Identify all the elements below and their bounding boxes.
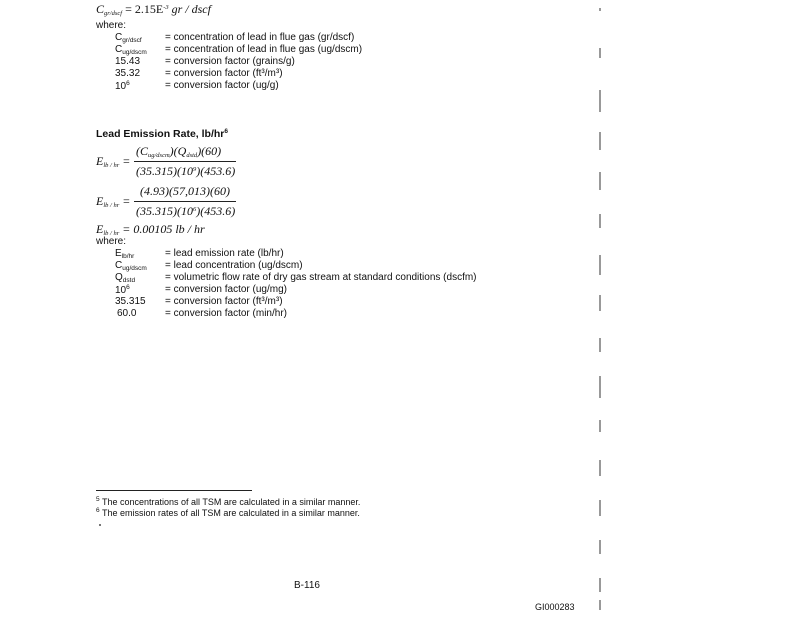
- def-symbol: 15.43: [115, 56, 141, 67]
- def-symbol: 10: [115, 81, 127, 92]
- def-desc: = conversion factor (min/hr): [165, 308, 287, 319]
- def-desc: = conversion factor (ug/mg): [165, 284, 287, 295]
- def-symbol: 35.32: [115, 68, 141, 79]
- definition-row: [115, 248, 535, 260]
- top-eq-unit: gr / dscf: [168, 2, 211, 16]
- def-desc: = conversion factor (ft³/m³): [165, 296, 283, 307]
- eq1-num-b: )(Q: [169, 144, 187, 158]
- eq2-den-b: )(453.6): [196, 204, 236, 218]
- equation-3: [96, 222, 205, 237]
- def-symbol-sub: lb/hr: [121, 253, 135, 260]
- edge-mark: [599, 338, 601, 352]
- definition-row: [115, 32, 535, 44]
- equation-1: $E_{lb / hr}$ = $(C_{ug/dscm})(Q_{dstd})(60)$ $(35.315)(10^9)(453.6)$: [96, 144, 236, 178]
- top-eq-rhs: = 2.15E: [125, 2, 164, 16]
- def-symbol: C: [115, 32, 123, 43]
- eq3-rhs: = 0.00105 lb / hr: [122, 222, 205, 236]
- eq2-fraction-bar: [134, 201, 236, 202]
- definition-row: [115, 308, 535, 320]
- edge-mark: [599, 90, 601, 112]
- def-symbol-sup: 6: [126, 80, 130, 87]
- eq1-den-sup: 9: [193, 166, 197, 173]
- def-desc: = conversion factor (grains/g): [165, 56, 295, 67]
- definition-row: [115, 260, 535, 272]
- edge-mark: [599, 540, 601, 554]
- edge-mark: [599, 420, 601, 432]
- edge-mark: [599, 578, 601, 592]
- edge-mark: [599, 376, 601, 398]
- page-number: B-116: [294, 580, 320, 591]
- edge-mark: [599, 500, 601, 516]
- edge-mark: [599, 255, 601, 275]
- edge-mark: [599, 8, 601, 11]
- definition-row: [115, 80, 535, 92]
- def-symbol-sub: dstd: [122, 277, 136, 284]
- edge-mark: [599, 460, 601, 476]
- eq1-lhs-sub: lb / hr: [103, 162, 120, 169]
- def-desc: = lead emission rate (lb/hr): [165, 248, 284, 259]
- top-eq-lhs-sub: gr/dscf: [104, 10, 123, 17]
- def-symbol: 35.315: [115, 296, 146, 307]
- equation-2: $E_{lb / hr}$ = (4.93)(57,013)(60) $(35.315)(10^6)(453.6)$: [96, 184, 236, 218]
- stray-dot: [99, 524, 101, 526]
- top-equation: [96, 2, 211, 17]
- definition-row: [115, 272, 535, 284]
- def-desc: = conversion factor (ug/g): [165, 80, 279, 91]
- footnote-text: The concentrations of all TSM are calculated in a similar manner.: [101, 497, 361, 507]
- eq2-numerator: (4.93)(57,013)(60): [140, 184, 230, 198]
- edge-mark: [599, 600, 601, 610]
- where-label-1: where:: [96, 20, 127, 31]
- eq1-num-a: (C: [136, 144, 148, 158]
- section-heading-text: Lead Emission Rate, lb/hr: [96, 128, 225, 140]
- def-symbol: C: [115, 260, 123, 271]
- document-id: GI000283: [535, 602, 575, 612]
- definition-row: [115, 68, 535, 80]
- eq2-lhs: E: [96, 194, 104, 208]
- eq1-num-sub-b: dstd: [186, 152, 198, 159]
- top-eq-lhs: C: [96, 2, 105, 16]
- eq2-den-a: (35.315)(10: [136, 204, 193, 218]
- eq2-denominator: [136, 204, 235, 219]
- footnote-6: [96, 507, 360, 518]
- footnote-separator: [96, 490, 252, 491]
- def-desc: = concentration of lead in flue gas (gr/dscf): [165, 32, 355, 43]
- top-eq-exp: -3: [163, 4, 169, 11]
- eq1-lhs: E: [96, 154, 104, 168]
- definition-row: [115, 284, 535, 296]
- definitions-2: [115, 248, 535, 322]
- footnote-text: The emission rates of all TSM are calculated in a similar manner.: [101, 508, 360, 518]
- eq3-lhs: E: [96, 222, 104, 236]
- edge-mark: [599, 295, 601, 311]
- edge-mark: [599, 48, 601, 58]
- eq2-den-sup: 6: [193, 206, 197, 213]
- def-symbol: Q: [115, 272, 123, 283]
- def-symbol: E: [115, 248, 122, 259]
- eq1-fraction-bar: [134, 161, 236, 162]
- eq1-num-sub-a: ug/dscm: [148, 152, 170, 159]
- def-desc: = conversion factor (ft³/m³): [165, 68, 283, 79]
- def-symbol: 10: [115, 285, 127, 296]
- def-symbol-sub: ug/dscm: [122, 265, 147, 272]
- edge-mark: [599, 132, 601, 150]
- eq3-lhs-sub: lb / hr: [103, 230, 120, 237]
- where-label-2: where:: [96, 236, 127, 247]
- footnote-mark: 5: [96, 496, 100, 503]
- definitions-1: [115, 32, 515, 94]
- def-symbol-sup: 6: [126, 284, 130, 291]
- eq1-den-a: (35.315)(10: [136, 164, 193, 178]
- eq1-numerator: [136, 144, 221, 159]
- section-heading: [96, 128, 228, 140]
- def-desc: = concentration of lead in flue gas (ug/dscm): [165, 44, 363, 55]
- footnote-mark: 6: [96, 507, 100, 514]
- edge-mark: [599, 172, 601, 190]
- section-heading-sup: 6: [224, 128, 228, 135]
- edge-mark: [599, 214, 601, 228]
- eq1-denominator: [136, 164, 235, 179]
- def-symbol: C: [115, 44, 123, 55]
- eq1-num-c: )(60): [197, 144, 222, 158]
- def-desc: = lead concentration (ug/dscm): [165, 260, 303, 271]
- def-desc: = volumetric flow rate of dry gas stream at standard conditions (dscfm): [165, 272, 477, 283]
- footnote-5: [96, 496, 360, 507]
- eq1-den-b: )(453.6): [196, 164, 236, 178]
- definition-row: [115, 56, 535, 68]
- def-symbol-sub: gr/dscf: [122, 37, 142, 44]
- def-symbol-sub: ug/dscm: [122, 49, 147, 56]
- definition-row: [115, 296, 535, 308]
- eq2-lhs-sub: lb / hr: [103, 202, 120, 209]
- def-symbol: 60.0: [117, 308, 137, 319]
- definition-row: [115, 44, 535, 56]
